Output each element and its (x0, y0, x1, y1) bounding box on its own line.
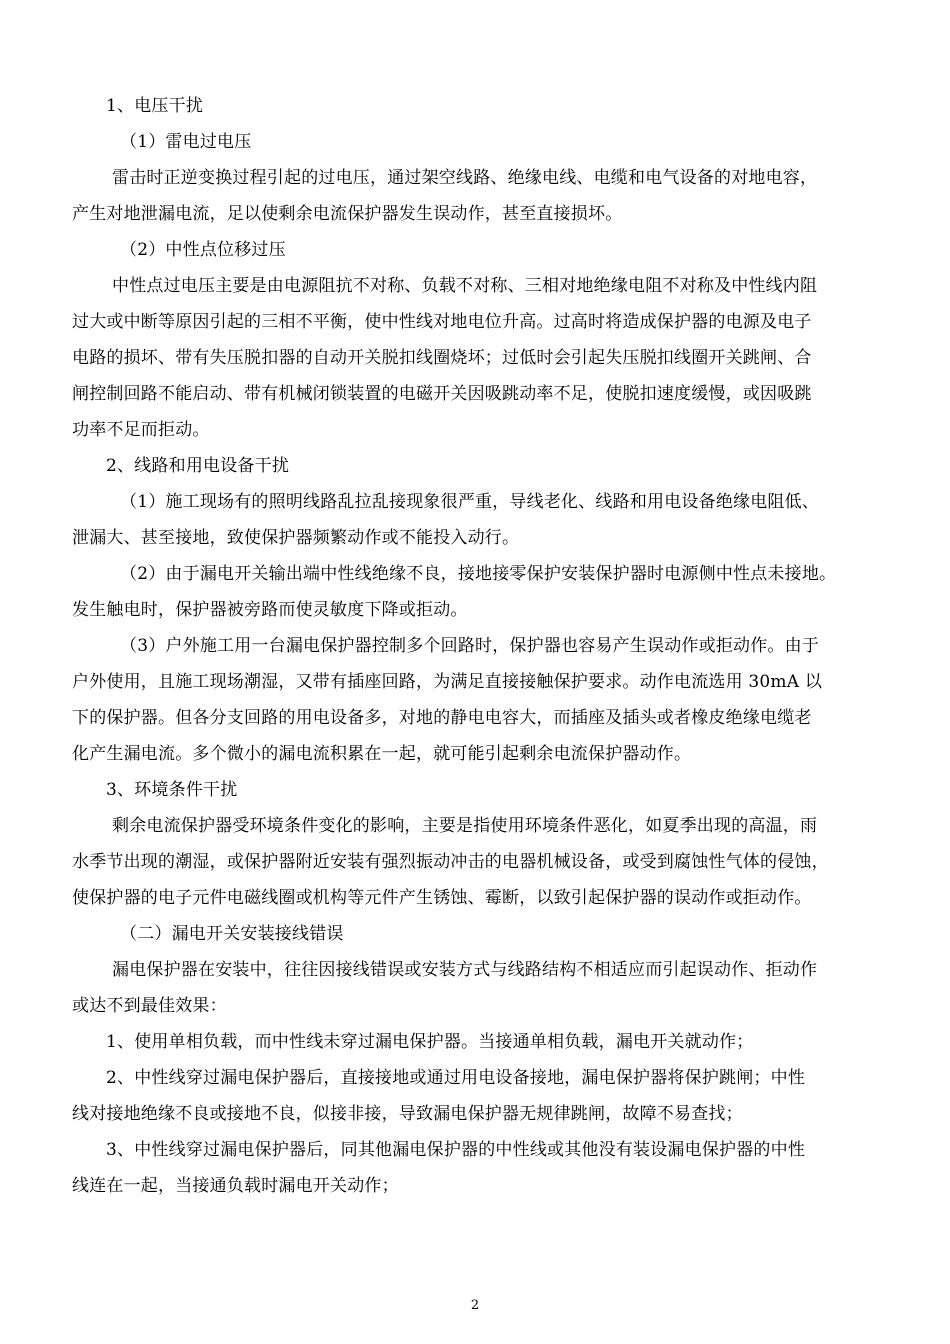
paragraph-line: 户外使用，且施工现场潮湿，又带有插座回路，为满足直接接触保护要求。动作电流选用 30mA 以 (72, 672, 823, 692)
page-number: 2 (470, 1298, 480, 1313)
paragraph-line: 漏电保护器在安装中，往往因接线错误或安装方式与线路结构不相适应而引起误动作、拒动作 (112, 960, 818, 980)
paragraph-line: 闸控制回路不能启动、带有机械闭锁装置的电磁开关因吸跳动率不足，使脱扣速度缓慢，或因吸跳 (72, 384, 812, 404)
paragraph-line: 产生对地泄漏电流，足以使剩余电流保护器发生误动作，甚至直接损坏。 (72, 204, 623, 224)
paragraph-line: 泄漏大、甚至接地，致使保护器频繁动作或不能投入动行。 (72, 528, 520, 548)
heading-wiring-errors: （二）漏电开关安装接线错误 (120, 924, 344, 944)
subheading-lightning-overvoltage: （1）雷电过电压 (120, 132, 252, 152)
paragraph-line: 或达不到最佳效果： (72, 996, 227, 1016)
paragraph-line: 线连在一起，当接通负载时漏电开关动作； (72, 1176, 399, 1196)
paragraph-line: 线对接地绝缘不良或接地不良，似接非接，导致漏电保护器无规律跳闸，故障不易查找； (72, 1104, 743, 1124)
document-body (72, 88, 892, 1204)
paragraph-line: （2）由于漏电开关输出端中性线绝缘不良，接地接零保护安装保护器时电源侧中性点未接地。 (120, 564, 837, 584)
list-item: 1、使用单相负载，而中性线未穿过漏电保护器。当接通单相负载，漏电开关就动作； (106, 1032, 754, 1052)
paragraph-line: 水季节出现的潮湿，或保护器附近安装有强烈振动冲击的电器机械设备，或受到腐蚀性气体的侵蚀， (72, 852, 829, 872)
paragraph-line: 下的保护器。但各分支回路的用电设备多，对地的静电电容大，而插座及插头或者橡皮绝缘电缆老 (72, 708, 812, 728)
heading-environment-interference: 3、环境条件干扰 (106, 780, 238, 800)
paragraph-line: 化产生漏电流。多个微小的漏电流积累在一起，就可能引起剩余电流保护器动作。 (72, 744, 692, 764)
paragraph-line: 发生触电时，保护器被旁路而使灵敏度下降或拒动。 (72, 600, 468, 620)
paragraph-line: 剩余电流保护器受环境条件变化的影响，主要是指使用环境条件恶化，如夏季出现的高温，雨 (112, 816, 818, 836)
paragraph-line: 过大或中断等原因引起的三相不平衡，使中性线对地电位升高。过高时将造成保护器的电源及电子 (72, 312, 812, 332)
heading-line-equipment-interference: 2、线路和用电设备干扰 (106, 456, 290, 476)
paragraph-line: 中性点过电压主要是由电源阻抗不对称、负载不对称、三相对地绝缘电阻不对称及中性线内阻 (112, 276, 818, 296)
paragraph-line: 电路的损坏、带有失压脱扣器的自动开关脱扣线圈烧坏；过低时会引起失压脱扣线圈开关跳闸、合 (72, 348, 812, 368)
list-item: 3、中性线穿过漏电保护器后，同其他漏电保护器的中性线或其他没有装设漏电保护器的中性 (106, 1140, 806, 1160)
list-item: 2、中性线穿过漏电保护器后，直接接地或通过用电设备接地，漏电保护器将保护跳闸；中性 (106, 1068, 806, 1088)
paragraph-line: （3）户外施工用一台漏电保护器控制多个回路时，保护器也容易产生误动作或拒动作。由于 (120, 636, 820, 656)
paragraph-line: （1）施工现场有的照明线路乱拉乱接现象很严重，导线老化、线路和用电设备绝缘电阻低、 (120, 492, 820, 512)
subheading-neutral-shift: （2）中性点位移过压 (120, 240, 286, 260)
heading-voltage-interference: 1、电压干扰 (106, 96, 204, 116)
paragraph-line: 使保护器的电子元件电磁线圈或机构等元件产生锈蚀、霉断，以致引起保护器的误动作或拒动作。 (72, 888, 812, 908)
paragraph-line: 功率不足而拒动。 (72, 420, 210, 440)
paragraph-line: 雷击时正逆变换过程引起的过电压，通过架空线路、绝缘电线、电缆和电气设备的对地电容， (112, 168, 818, 188)
